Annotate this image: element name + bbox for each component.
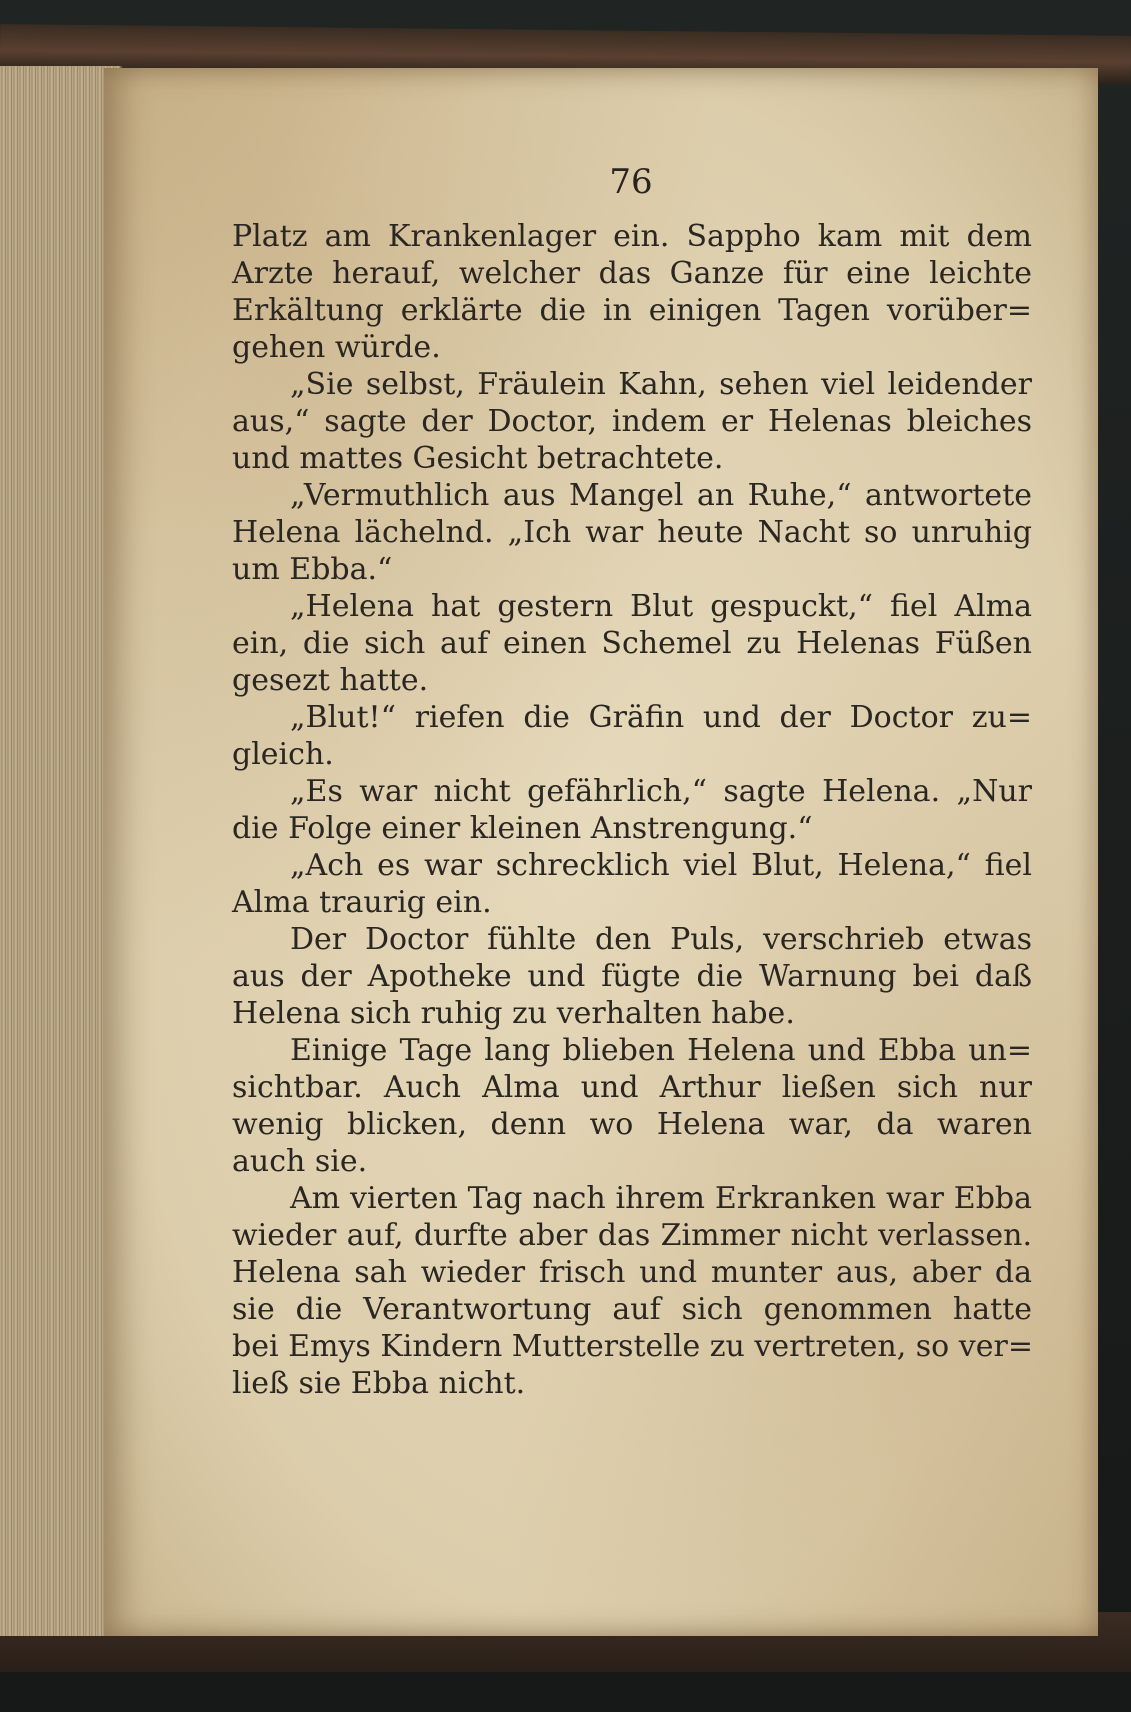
paragraph [232, 477, 1032, 588]
text-line: gehen würde. [232, 330, 441, 365]
text-line: Helena sich ruhig zu verhalten habe. [232, 996, 795, 1031]
text-line: sie die Verantwortung auf sich genommen hatte [232, 1292, 1032, 1327]
paragraph [232, 1180, 1032, 1402]
text-line: Arzte herauf, welcher das Ganze für eine leichte [232, 256, 1032, 291]
text-line: und mattes Gesicht betrachtete. [232, 441, 724, 476]
text-line: Platz am Krankenlager ein. Sappho kam mit dem [232, 219, 1032, 254]
text-line: „Es war nicht gefährlich,“ sagte Helena. „Nur [290, 774, 1032, 809]
paragraph [232, 921, 1032, 1032]
paragraph [232, 773, 1032, 847]
text-line: Der Doctor fühlte den Puls, verschrieb etwas [290, 922, 1032, 957]
text-line: wenig blicken, denn wo Helena war, da waren [232, 1107, 1032, 1142]
text-line: „Vermuthlich aus Mangel an Ruhe,“ antwortete [290, 478, 1032, 513]
text-line: „Blut!“ riefen die Gräfin und der Doctor zu= [290, 700, 1032, 735]
paragraph [232, 847, 1032, 921]
text-line: ließ sie Ebba nicht. [232, 1366, 526, 1401]
page-number: 76 [609, 162, 653, 202]
book-page [104, 68, 1098, 1636]
body-text [232, 218, 1032, 1402]
text-line: aus,“ sagte der Doctor, indem er Helenas bleiches [232, 404, 1032, 439]
text-line: Einige Tage lang blieben Helena und Ebba un= [290, 1033, 1032, 1068]
text-line: die Folge einer kleinen Anstrengung.“ [232, 811, 813, 846]
text-line: „Ach es war schrecklich viel Blut, Helena,“ fiel [290, 848, 1032, 883]
text-line: gleich. [232, 737, 334, 772]
text-line: bei Emys Kindern Mutterstelle zu vertreten, so ver= [232, 1329, 1033, 1364]
text-line: wieder auf, durfte aber das Zimmer nicht verlassen. [232, 1218, 1032, 1253]
paragraph [232, 218, 1032, 366]
text-line: ein, die sich auf einen Schemel zu Helenas Füßen [232, 626, 1032, 661]
paragraph [232, 588, 1032, 699]
text-line: Erkältung erklärte die in einigen Tagen vorüber= [232, 293, 1032, 328]
text-line: Helena lächelnd. „Ich war heute Nacht so unruhig [232, 515, 1032, 550]
paragraph [232, 1032, 1032, 1180]
text-line: um Ebba.“ [232, 552, 393, 587]
text-line: Am vierten Tag nach ihrem Erkranken war Ebba [290, 1181, 1032, 1216]
text-line: Helena sah wieder frisch und munter aus, aber da [232, 1255, 1032, 1290]
text-line: aus der Apotheke und fügte die Warnung bei daß [232, 959, 1032, 994]
text-line: Alma traurig ein. [232, 885, 492, 920]
text-line: auch sie. [232, 1144, 368, 1179]
text-line: „Sie selbst, Fräulein Kahn, sehen viel leidender [290, 367, 1032, 402]
text-line: „Helena hat gestern Blut gespuckt,“ fiel Alma [290, 589, 1032, 624]
paragraph [232, 699, 1032, 773]
text-line: gesezt hatte. [232, 663, 429, 698]
paragraph [232, 366, 1032, 477]
text-line: sichtbar. Auch Alma und Arthur ließen sich nur [232, 1070, 1032, 1105]
